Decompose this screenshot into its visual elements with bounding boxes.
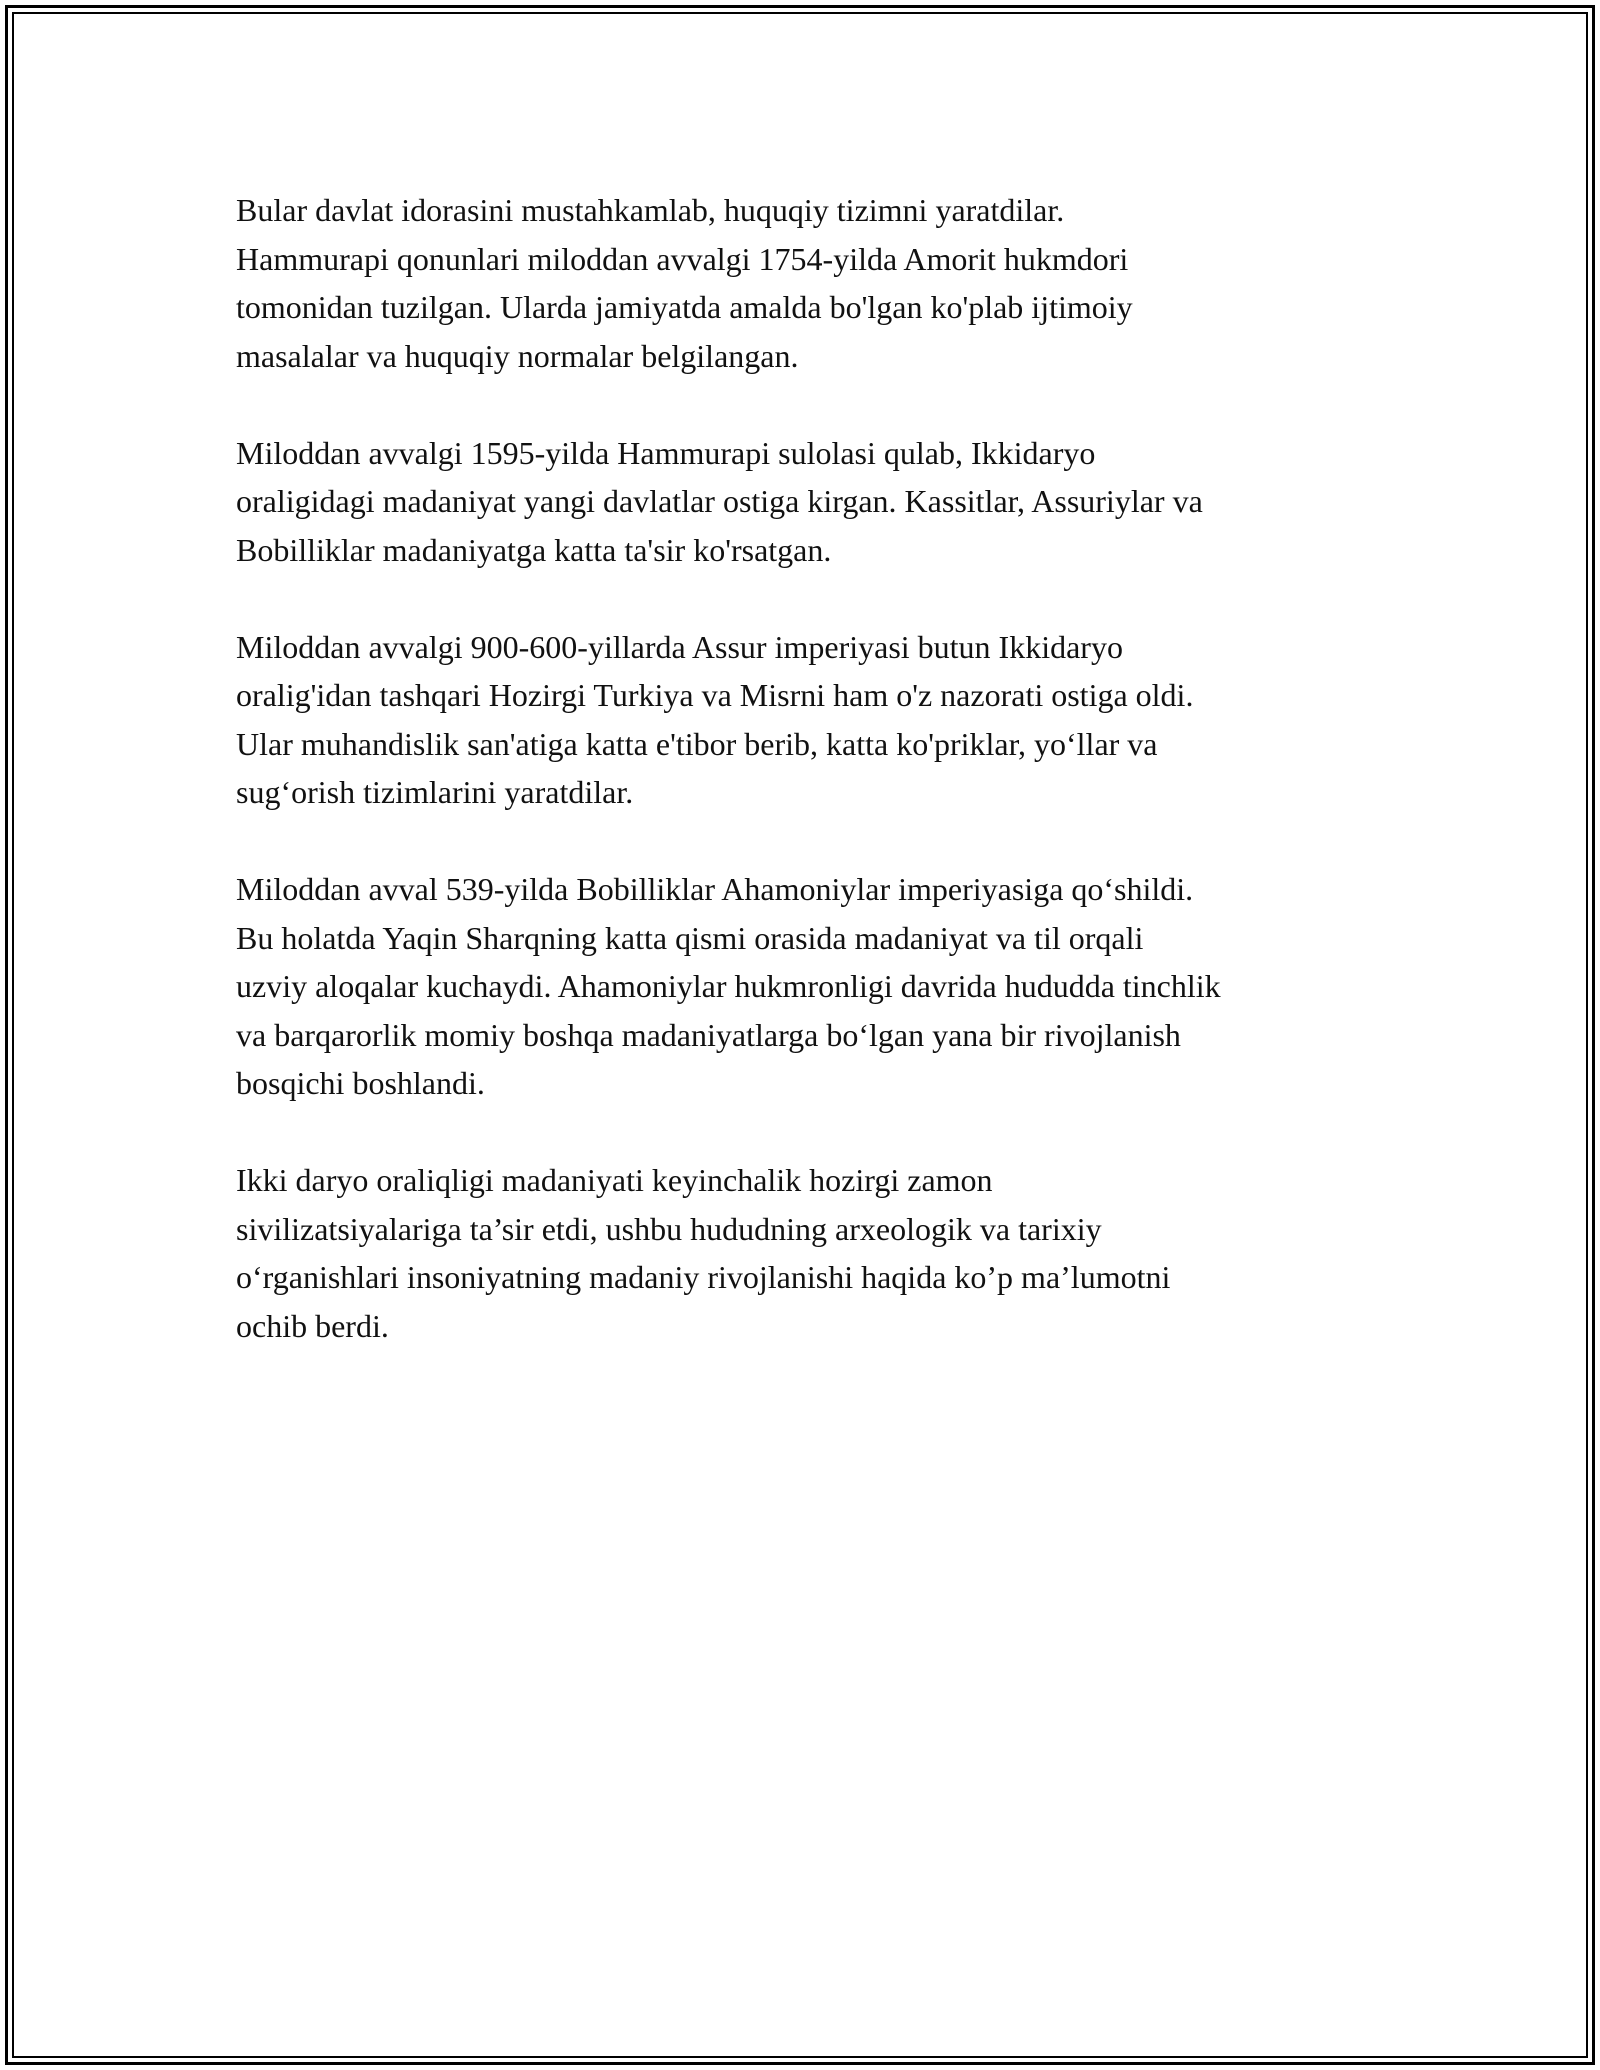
paragraph-assyrian-empire: Miloddan avvalgi 900-600-yillarda Assur imperiyasi butun Ikkidaryo oralig'idan tashqari Hozirgi Turkiya va Misrni ham o'z nazorati ostiga oldi. Ular muhandislik san'atiga katta e'tibor berib, katta ko'priklar, yo‘llar va sug‘orish tizimlarini yaratdilar.	[236, 628, 1194, 810]
paragraph-achaemenid-era: Miloddan avval 539-yilda Bobilliklar Ahamoniylar imperiyasiga qo‘shildi. Bu holatda Yaqin Sharqning katta qismi orasida madaniyat va til orqali uzviy aloqalar kuchaydi. Ahamoniylar hukmronligi davrida hududda tinchlik va barqarorlik momiy boshqa madaniyatlarga bo‘lgan yana bir rivojlanish bosqichi boshlandi.	[236, 871, 1221, 1101]
paragraph-hammurapi-laws: Bular davlat idorasini mustahkamlab, huquqiy tizimni yaratdilar. Hammurapi qonunlari miloddan avvalgi 1754-yilda Amorit hukmdori tomonidan tuzilgan. Ularda jamiyatda amalda bo'lgan ko'plab ijtimoiy masalalar va huquqiy normalar belgilangan.	[236, 192, 1133, 374]
paragraph-dynasty-fall: Miloddan avvalgi 1595-yilda Hammurapi sulolasi qulab, Ikkidaryo oraligidagi madaniyat yangi davlatlar ostiga kirgan. Kassitlar, Assuriylar va Bobilliklar madaniyatga katta ta'sir ko'rsatgan.	[236, 434, 1203, 568]
paragraph-legacy: Ikki daryo oraliqligi madaniyati keyinchalik hozirgi zamon sivilizatsiyalariga ta’sir etdi, ushbu hududning arxeologik va tarixiy o‘rganishlari insoniyatning madaniy rivojlanishi haqida ko’p ma’lumotni ochib berdi.	[236, 1162, 1171, 1344]
document-body	[236, 186, 1386, 1399]
